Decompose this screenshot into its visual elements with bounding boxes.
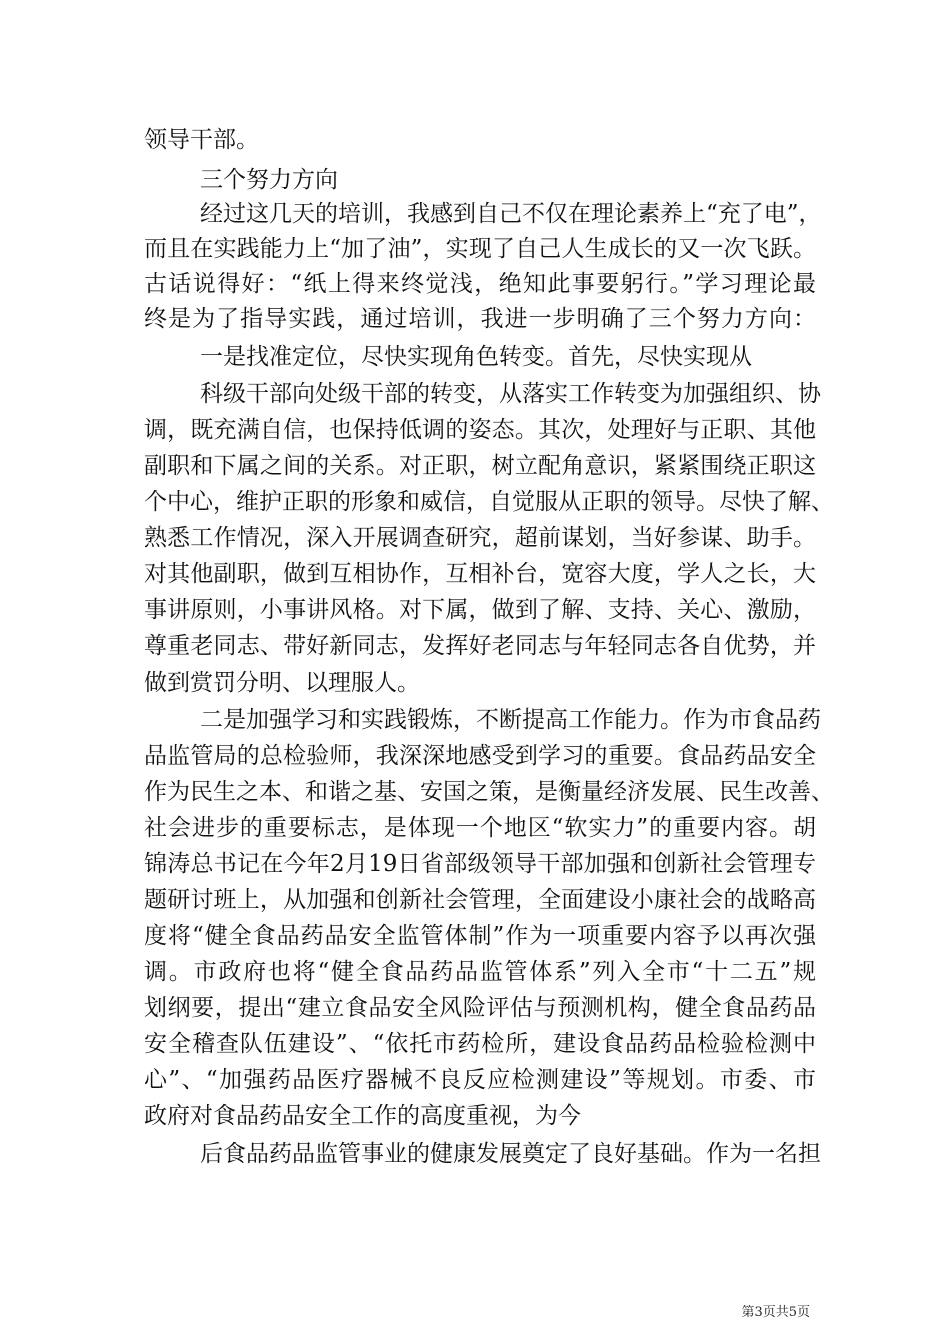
text-line: 作为民生之本、和谐之基、安国之策，是衡量经济发展、民生改善、 — [144, 779, 834, 805]
text-line: 锦涛总书记在今年2月19日省部级领导干部加强和创新社会管理专 — [144, 851, 816, 877]
text-line: 古话说得好：“纸上得来终觉浅，绝知此事要躬行。”学习理论最 — [144, 271, 816, 297]
text-line: 熟悉工作情况，深入开展调查研究，超前谋划，当好参谋、助手。 — [144, 525, 816, 551]
text-line: 经过这几天的培训，我感到自己不仅在理论素养上“充了电”， — [200, 201, 822, 227]
text-line: 安全稽查队伍建设”、“依托市药检所，建设食品药品检验检测中 — [144, 1031, 816, 1057]
text-line: 品监管局的总检验师，我深深地感受到学习的重要。食品药品安全 — [144, 743, 816, 769]
text-line: 事讲原则，小事讲风格。对下属，做到了解、支持、关心、激励， — [144, 597, 816, 623]
section-heading: 三个努力方向 — [200, 167, 338, 193]
text-line: 领导干部。 — [144, 127, 259, 153]
text-line: 题研讨班上，从加强和创新社会管理，全面建设小康社会的战略高 — [144, 887, 816, 913]
text-line: 度将“健全食品药品安全监管体制”作为一项重要内容予以再次强 — [144, 923, 816, 949]
text-line: 副职和下属之间的关系。对正职，树立配角意识，紧紧围绕正职这 — [144, 453, 816, 479]
text-line: 社会进步的重要标志，是体现一个地区“软实力”的重要内容。胡 — [144, 815, 816, 841]
text-line: 划纲要，提出“建立食品安全风险评估与预测机构，健全食品药品 — [144, 995, 816, 1021]
text-line: 二是加强学习和实践锻炼，不断提高工作能力。作为市食品药 — [200, 707, 821, 733]
page-number: 第3页共5页 — [741, 1305, 810, 1320]
text-line: 后食品药品监管事业的健康发展奠定了良好基础。作为一名担 — [200, 1141, 821, 1167]
text-line: 个中心，维护正职的形象和威信，自觉服从正职的领导。尽快了解、 — [144, 489, 834, 515]
text-line: 调，既充满自信，也保持低调的姿态。其次，处理好与正职、其他 — [144, 417, 816, 443]
text-line: 做到赏罚分明、以理服人。 — [144, 670, 420, 696]
text-line: 心”、“加强药品医疗器械不良反应检测建设”等规划。市委、市 — [144, 1067, 816, 1093]
text-line: 政府对食品药品安全工作的高度重视，为今 — [144, 1103, 581, 1129]
text-line: 而且在实践能力上“加了油”，实现了自己人生成长的又一次飞跃。 — [144, 236, 816, 262]
text-line: 调。市政府也将“健全食品药品监管体系”列入全市“十二五”规 — [144, 959, 816, 985]
text-line: 尊重老同志、带好新同志，发挥好老同志与年轻同志各自优势，并 — [144, 633, 816, 659]
text-line: 对其他副职，做到互相协作，互相补台，宽容大度，学人之长，大 — [144, 561, 816, 587]
text-line: 一是找准定位，尽快实现角色转变。首先，尽快实现从 — [200, 344, 752, 370]
text-line: 终是为了指导实践，通过培训，我进一步明确了三个努力方向： — [144, 306, 816, 332]
text-line: 科级干部向处级干部的转变，从落实工作转变为加强组织、协 — [200, 381, 821, 407]
